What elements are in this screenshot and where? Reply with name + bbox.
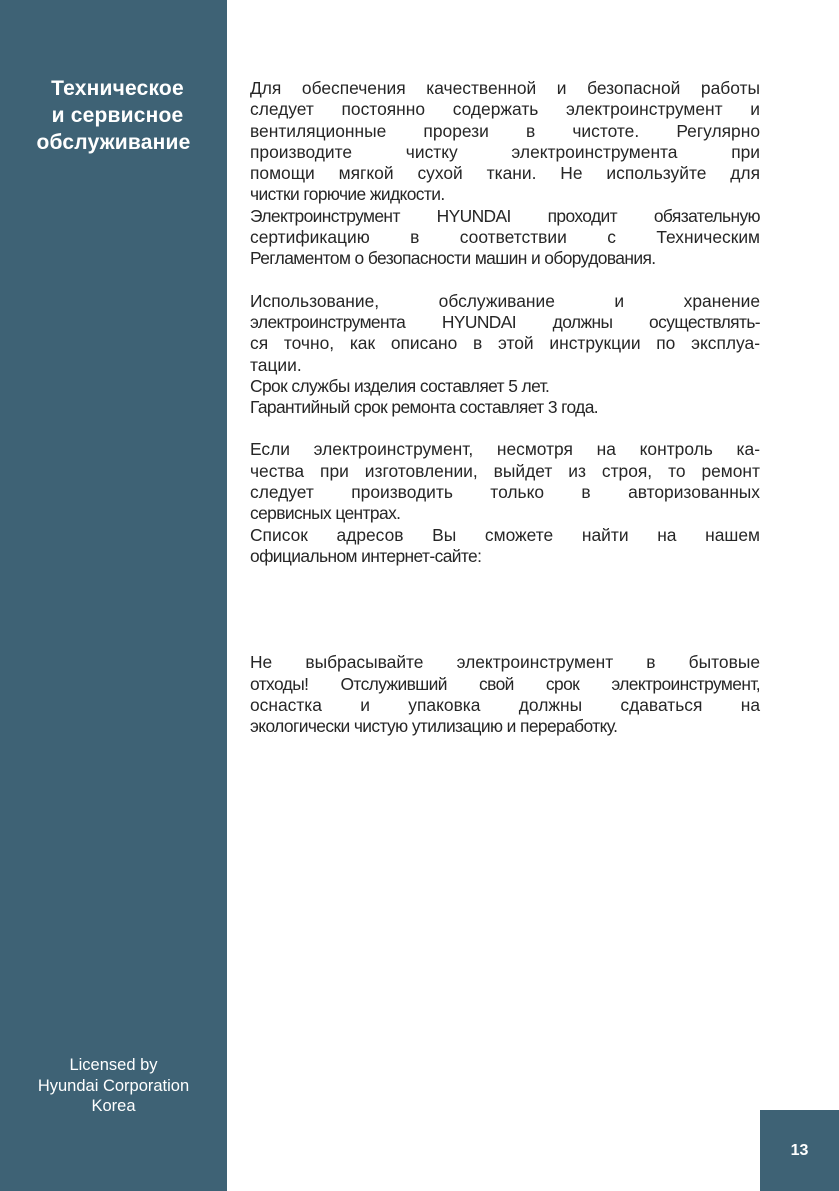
text-line: помощи мягкой сухой ткани. Не используйте для [250,163,760,184]
section-title-line: Техническое [51,77,184,100]
text-line: электроинструмента HYUNDAI должны осуществлять- [250,311,760,332]
text-line: сервисных центрах. [250,503,401,524]
spacer [250,270,760,291]
text-line: Не выбрасывайте электроинструмент в бытовые [250,652,760,673]
paragraph-disposal [250,652,760,737]
text-line: Если электроинструмент, несмотря на контроль ка- [250,439,760,460]
text-line: отходы! Отслуживший свой срок электроинструмент, [250,673,760,694]
text-line: тации. [250,354,302,375]
service-life-text: Срок службы изделия составляет 5 лет. [250,375,550,396]
text-line: Электроинструмент HYUNDAI проходит обязательную [250,205,760,226]
text-line: чества при изготовлении, выйдет из строя, то ремонт [250,460,760,481]
main-content [250,78,760,737]
text-line: чистки горючие жидкости. [250,184,445,205]
text-line: следует постоянно содержать электроинструмент и [250,99,760,120]
license-line: Korea [91,1097,136,1115]
text-line: сертификацию в соответствии с Техническим [250,227,760,248]
section-title-line: обслуживание [36,131,191,154]
paragraph-repair [250,439,760,524]
page-number [760,1110,839,1191]
text-line: следует производить только в авторизованных [250,482,760,503]
license-line: Hyundai Corporation [37,1076,190,1095]
spacer [250,418,760,439]
paragraph-certification [250,206,760,270]
paragraph-addresses [250,525,760,568]
text-line: вентиляционные прорези в чистоте. Регулярно [250,120,760,141]
text-line: Для обеспечения качественной и безопасной работы [250,78,760,98]
paragraph-usage [250,291,760,376]
text-line: официальном интернет-сайте: [250,545,482,566]
text-line: Использование, обслуживание и хранение [250,290,760,311]
text-line: ся точно, как описано в этой инструкции по эксплуа- [250,333,760,354]
paragraph-service-life [250,376,760,419]
license-note [0,1055,227,1117]
text-line: оснастка и упаковка должны сдаваться на [250,694,760,715]
section-title [0,75,227,156]
spacer [250,567,760,652]
text-line: экологически чистую утилизацию и переработку. [250,716,618,737]
text-line: производите чистку электроинструмента при [250,141,760,162]
page-number-label: 13 [790,1141,809,1159]
section-title-line: и сервисное [51,104,184,127]
text-line: Список адресов Вы сможете найти на нашем [250,524,760,545]
sidebar [0,0,227,1191]
paragraph-maintenance [250,78,760,206]
warranty-text: Гарантийный срок ремонта составляет 3 года. [250,397,599,418]
text-line: Регламентом о безопасности машин и оборудования. [250,248,656,269]
license-line: Licensed by [69,1056,158,1074]
